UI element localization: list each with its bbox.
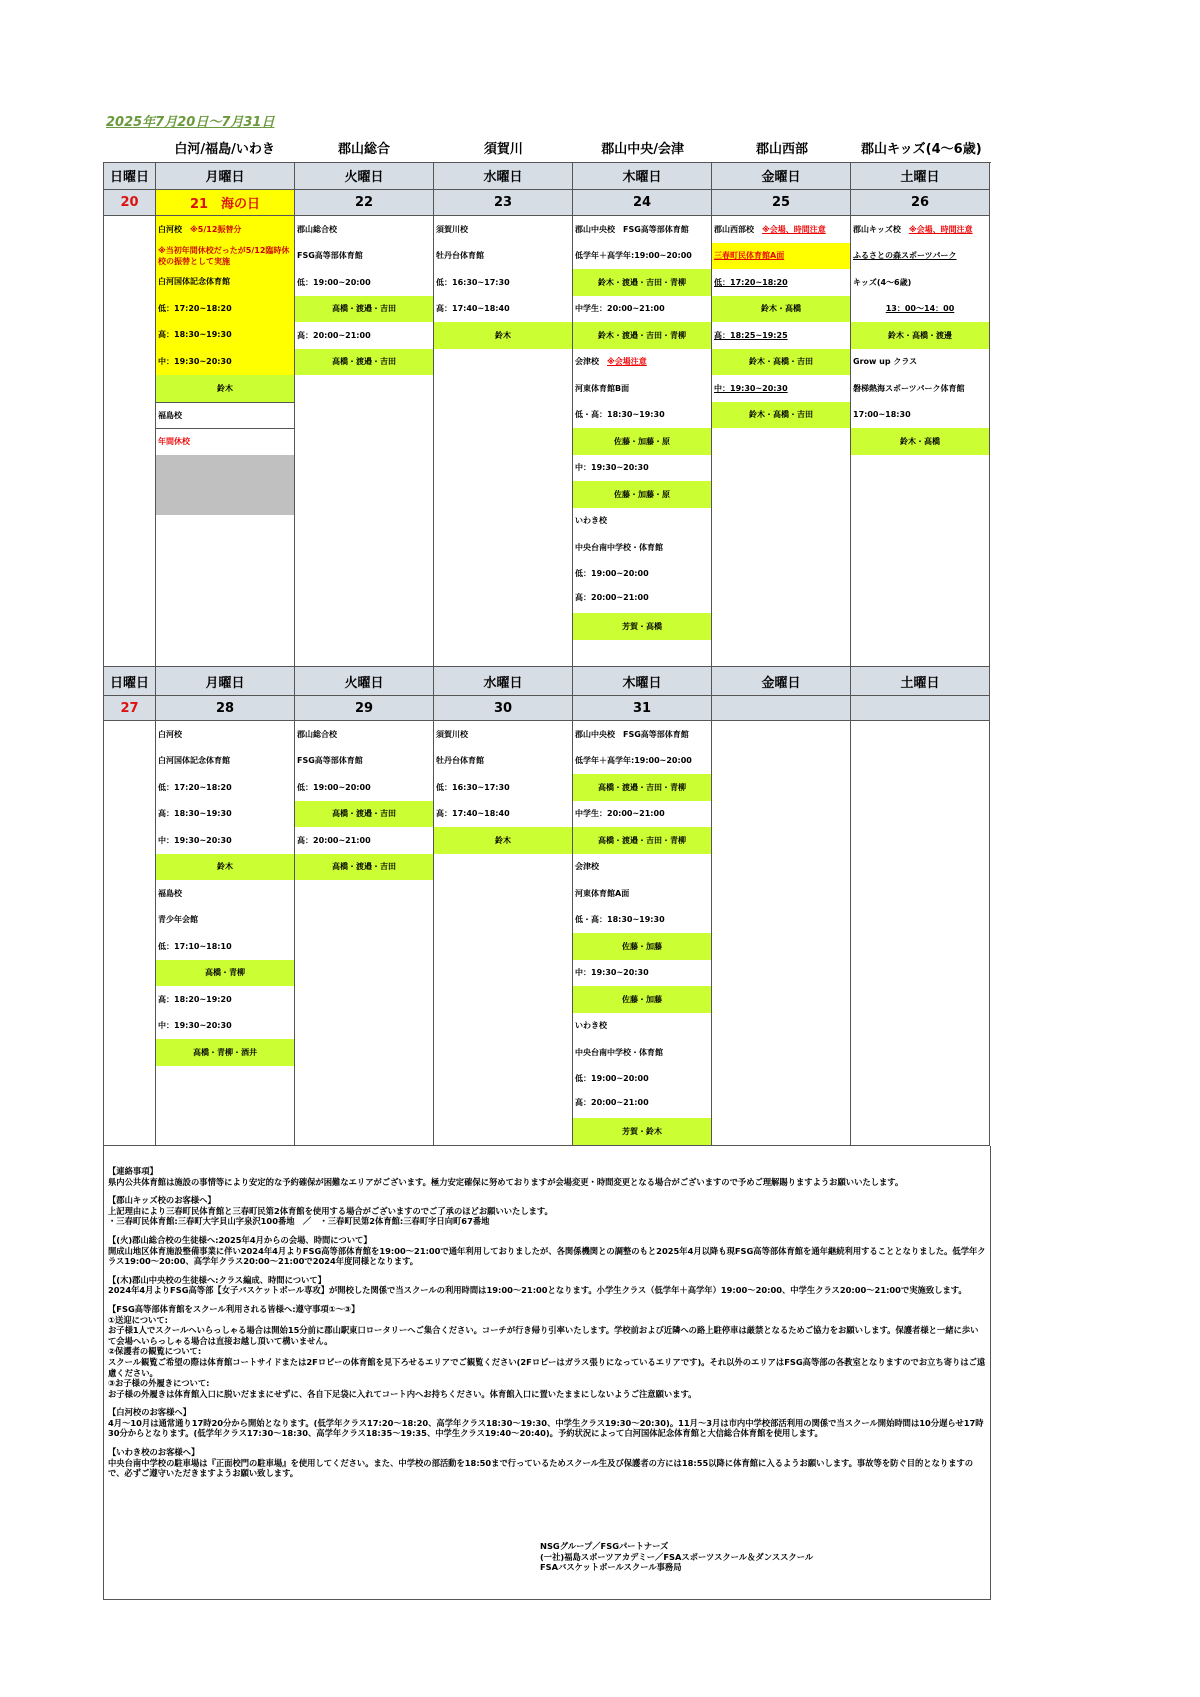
weekday-header: 日曜日 xyxy=(104,667,156,696)
coach-cell: 鈴木・渡邉・吉田・青柳 xyxy=(573,269,711,296)
time-slot: 低：16:30~17:30 xyxy=(436,277,510,287)
time-slot: 低：19:00~20:00 xyxy=(575,1074,649,1084)
coach-cell: 高橋・青柳 xyxy=(156,960,294,987)
note-block xyxy=(108,1304,986,1399)
time-slot: 高：20:00~21:00 xyxy=(575,1097,649,1107)
coach-cell: 高橋・渡邉・吉田 xyxy=(295,296,433,323)
note-block xyxy=(108,1166,986,1187)
school-label: 郡山総合 xyxy=(337,142,390,157)
time-slot: 低：19:00~20:00 xyxy=(297,277,371,287)
venue: ふるさとの森スポーツパーク xyxy=(853,251,957,261)
school-label: 郡山西部 xyxy=(755,142,808,157)
coach-cell: 高橋・渡邉・吉田 xyxy=(295,801,433,828)
venue: 三春町民体育館A面 xyxy=(712,243,850,270)
school-label: 郡山中央/会津 xyxy=(601,142,685,157)
note-heading: 【FSG高等部体育館をスクール利用される皆様へ:遵守事項①～③】 xyxy=(108,1303,360,1314)
time-slot: 高：17:40~18:40 xyxy=(436,304,510,314)
note-text: お子様1人でスクールへいらっしゃる場合は開始15分前に郡山駅東口ロータリーへご集合ください。コーチが行き帰り引率いたします。学校前および近隣への路上駐停車は厳禁となるためご協力をお願いします。保護者様と一緒に歩いて会場へいらっしゃる場合は直接お越し頂いて構いません。 xyxy=(108,1325,979,1346)
date-cell: 24 xyxy=(573,190,712,217)
note-heading: 【郡山キッズ校のお客様へ】 xyxy=(108,1195,216,1206)
time-slot: 高：20:00~21:00 xyxy=(297,835,371,845)
coach-cell: 鈴木 xyxy=(434,322,572,349)
note-text: ①送迎について: xyxy=(108,1314,168,1325)
school-name: 会津校 xyxy=(575,357,607,367)
weekday-header: 水曜日 xyxy=(434,667,573,696)
note-block xyxy=(108,1407,986,1439)
note-block xyxy=(108,1235,986,1267)
coach-cell: 高橋・渡邉・吉田 xyxy=(295,349,433,376)
weekday-header: 月曜日 xyxy=(156,163,295,190)
class-name: キッズ(4～6歳) xyxy=(853,277,912,287)
monday-column xyxy=(156,216,295,667)
coach-cell: 鈴木・高橋・渡邊 xyxy=(851,322,989,349)
note-text: スクール観覧ご希望の際は体育館コートサイドまたは2Fロビーの体育館を見下ろせるエリアでご観覧ください(2Fロビーはガラス張りになっているエリアです)。それ以外のエリアはFSG高等部の各教室となりますのでお立ち寄りはご遠慮ください。 xyxy=(108,1356,986,1378)
date-cell: 30 xyxy=(434,696,573,721)
weekday-header: 木曜日 xyxy=(573,667,712,696)
venue: 中央台南中学校・体育館 xyxy=(575,542,663,552)
coach-cell: 佐藤・加藤・原 xyxy=(573,428,711,455)
coach-cell: 鈴木・渡邉・吉田・青柳 xyxy=(573,322,711,349)
time-slot: 中学生：20:00~21:00 xyxy=(575,809,665,819)
school-name: 郡山キッズ校 xyxy=(853,224,909,234)
note-text: 中央台南中学校の駐車場は『正面校門の駐車場』を使用してください。また、中学校の部活動を18:50まで行っているためスクール生及び保護者の方には18:55以降に体育館に入るようお願いします。事故等を防ぐ目的となりますので、必ずご遵守いただきますようお願い致します。 xyxy=(108,1457,974,1479)
venue: FSG高等部体育館 xyxy=(297,251,363,261)
time-slot: 高：20:00~21:00 xyxy=(297,330,371,340)
time-slot: 高：20:00~21:00 xyxy=(575,592,649,602)
time-slot: 高：18:25~19:25 xyxy=(714,330,788,340)
time-slot: 低学年＋高学年:19:00~20:00 xyxy=(575,251,692,261)
time-slot: 高：18:30~19:30 xyxy=(158,809,232,819)
notes-section xyxy=(103,1146,991,1600)
week1-body xyxy=(103,216,991,667)
saturday-column xyxy=(851,721,990,1146)
note-block xyxy=(108,1195,986,1227)
wednesday-column xyxy=(434,216,573,667)
note-block xyxy=(108,1275,986,1296)
signature-line: FSAバスケットボールスクール事務局 xyxy=(540,1562,682,1573)
school-label xyxy=(103,138,155,157)
time-slot: 中：19:30~20:30 xyxy=(575,968,649,978)
note-heading: 【連絡事項】 xyxy=(108,1166,158,1176)
time-slot: 中：19:30~20:30 xyxy=(575,463,649,473)
note-text: 開成山地区体育施設整備事業に伴い2024年4月よりFSG高等部体育館を19:00～21:00で通年利用しておりましたが、各関係機関との調整のもと2025年4月以降も現FSG高等部体育館を通年継続利用することとなりました。低学年クラス19:00～20:00、高学年クラス20:00～21:00で2024年度同様となります。 xyxy=(108,1245,986,1267)
monday-column xyxy=(156,721,295,1146)
note-heading: 【白河校のお客様へ】 xyxy=(108,1407,191,1418)
coach-cell: 鈴木・高橋・吉田 xyxy=(712,349,850,376)
weekday-header: 土曜日 xyxy=(851,667,990,696)
coach-cell: 高橋・渡邉・吉田・青柳 xyxy=(573,774,711,801)
note-block xyxy=(108,1447,986,1479)
coach-cell: 芳賀・高橋 xyxy=(573,613,711,640)
time-slot: 低・高：18:30~19:30 xyxy=(575,410,665,420)
thursday-column xyxy=(573,721,712,1146)
sunday-column xyxy=(104,721,156,1146)
closed-note: 年間休校 xyxy=(156,428,294,455)
note-text: ・三春町民体育館:三春町大字貝山字泉沢100番地 ／ ・三春町民第2体育館:三春町字日向町67番地 xyxy=(108,1216,490,1227)
time-slot: 低：17:20~18:20 xyxy=(714,277,788,287)
coach-cell: 高橋・渡邉・吉田・青柳 xyxy=(573,827,711,854)
time-slot: 低：19:00~20:00 xyxy=(575,569,649,579)
time-slot: 中：19:30~20:30 xyxy=(158,1021,232,1031)
coach-cell: 芳賀・鈴木 xyxy=(573,1118,711,1145)
venue: 河東体育館B面 xyxy=(575,383,630,393)
weekday-header: 金曜日 xyxy=(712,163,851,190)
venue: 牡丹台体育館 xyxy=(436,251,484,261)
saturday-column xyxy=(851,216,990,667)
time-slot: 高：18:30~19:30 xyxy=(158,330,232,340)
school-name: 郡山総合校 xyxy=(297,729,337,739)
venue: 河東体育館A面 xyxy=(575,888,630,898)
school-name: 郡山中央校 FSG高等部体育館 xyxy=(575,729,689,739)
coach-cell: 佐藤・加藤 xyxy=(573,933,711,960)
date-cell: 26 xyxy=(851,190,990,217)
page-title: 2025年7月20日～7月31日 xyxy=(106,115,275,130)
week2-header xyxy=(103,667,991,721)
friday-column xyxy=(712,216,851,667)
shirakawa-block xyxy=(156,216,294,375)
date-cell xyxy=(712,696,851,721)
school-name: 白河校 xyxy=(158,224,190,234)
weekday-header: 火曜日 xyxy=(295,163,434,190)
school-header-row xyxy=(103,138,991,157)
coach-cell: 鈴木・高橋 xyxy=(712,296,850,323)
time-slot: 低：17:10~18:10 xyxy=(158,941,232,951)
date-cell: 31 xyxy=(573,696,712,721)
date-cell: 22 xyxy=(295,190,434,217)
note-heading: 【(火)郡山総合校の生徒様へ:2025年4月からの会場、時間について】 xyxy=(108,1234,372,1245)
date-cell: 29 xyxy=(295,696,434,721)
note-text: ※5/12振替分 xyxy=(190,224,242,234)
friday-column xyxy=(712,721,851,1146)
date-cell: 25 xyxy=(712,190,851,217)
coach-cell: 鈴木・高橋 xyxy=(851,428,989,455)
closed-shade xyxy=(156,455,294,515)
school-name: 郡山総合校 xyxy=(297,224,337,234)
weekday-header: 火曜日 xyxy=(295,667,434,696)
venue: 磐梯熱海スポーツパーク体育館 xyxy=(853,383,965,393)
school-label: 郡山キッズ(4～6歳) xyxy=(860,142,982,157)
school-name: 郡山西部校 xyxy=(714,224,762,234)
signature-line: NSGグループ／FSGパートナーズ xyxy=(540,1541,669,1551)
school-name: 郡山中央校 FSG高等部体育館 xyxy=(575,224,689,234)
note-text: 県内公共体育館は施設の事情等により安定的な予約確保が困難なエリアがございます。極力安定確保に努めておりますが会場変更・時間変更となる場合がございますので予めご理解賜りますようお願いいたします。 xyxy=(108,1176,904,1187)
tuesday-column xyxy=(295,216,434,667)
time-slot: 中：19:30~20:30 xyxy=(158,356,232,366)
school-name: 会津校 xyxy=(575,862,599,872)
time-slot: 17:00~18:30 xyxy=(853,410,911,420)
venue-warning: ※会場注意 xyxy=(607,357,647,367)
coach-cell: 鈴木 xyxy=(156,375,294,402)
time-slot: 低学年＋高学年:19:00~20:00 xyxy=(575,756,692,766)
note-text: ③お子様の外履きについて: xyxy=(108,1378,210,1389)
note-text: 上記理由により三春町民体育館と三春町民第2体育館を使用する場合がございますのでご了承のほどお願いいたします。 xyxy=(108,1205,553,1216)
time-slot: 低：16:30~17:30 xyxy=(436,782,510,792)
thursday-column xyxy=(573,216,712,667)
school-name: 福島校 xyxy=(158,888,182,898)
coach-cell: 鈴木・高橋・吉田 xyxy=(712,402,850,429)
week1-header xyxy=(103,162,991,216)
note-text: ②保護者の観覧について: xyxy=(108,1346,202,1357)
weekday-header: 日曜日 xyxy=(104,163,156,190)
school-name: 須賀川校 xyxy=(436,224,468,234)
tuesday-column xyxy=(295,721,434,1146)
wednesday-column xyxy=(434,721,573,1146)
school-name: いわき校 xyxy=(575,1021,607,1031)
note-text: 4月～10月は通常通り17時20分から開始となります。(低学年クラス17:20～18:20、高学年クラス18:30～19:30、中学生クラス19:30～20:30)。11月～3月は市内中学校部活利用の関係で当スクール開始時間は10分遅らせ17時30分からとなります。(低学年クラス17:30～18:30、高学年クラス18:35～19:35、中学生クラス19:40～20:40)。予約状況によって白河国体記念体育館と大信総合体育館を使用します。 xyxy=(108,1417,984,1439)
coach-cell: 高橋・青柳・酒井 xyxy=(156,1039,294,1066)
note-heading: 【(木)郡山中央校の生徒様へ:クラス編成、時間について】 xyxy=(108,1274,326,1285)
coach-cell: 鈴木 xyxy=(156,854,294,881)
time-slot: 中：19:30~20:30 xyxy=(158,835,232,845)
date-cell: 21 海の日 xyxy=(156,190,295,217)
school-label: 須賀川 xyxy=(483,142,523,157)
venue: 牡丹台体育館 xyxy=(436,756,484,766)
weekday-header: 金曜日 xyxy=(712,667,851,696)
date-cell: 28 xyxy=(156,696,295,721)
venue-warning: ※会場、時間注意 xyxy=(762,224,826,234)
time-slot: 中学生：20:00~21:00 xyxy=(575,304,665,314)
venue: FSG高等部体育館 xyxy=(297,756,363,766)
date-cell: 23 xyxy=(434,190,573,217)
week2-body xyxy=(103,721,991,1146)
signature xyxy=(540,1541,813,1573)
date-cell: 27 xyxy=(104,696,156,721)
date-cell xyxy=(851,696,990,721)
venue: 白河国体記念体育館 xyxy=(158,756,230,766)
school-name: 須賀川校 xyxy=(436,729,468,739)
venue: 青少年会館 xyxy=(158,915,198,925)
time-slot: 低：17:20~18:20 xyxy=(158,782,232,792)
signature-line: (一社)福島スポーツアカデミー／FSAスポーツスクール＆ダンススクール xyxy=(540,1551,814,1562)
time-slot: 低：17:20~18:20 xyxy=(158,303,232,313)
coach-cell: 佐藤・加藤 xyxy=(573,986,711,1013)
time-slot: 低・高：18:30~19:30 xyxy=(575,915,665,925)
weekday-header: 木曜日 xyxy=(573,163,712,190)
weekday-header: 土曜日 xyxy=(851,163,990,190)
date-cell: 20 xyxy=(104,190,156,217)
time-slot: 低：19:00~20:00 xyxy=(297,782,371,792)
note-text: 2024年4月よりFSG高等部【女子バスケットボール専攻】が開校した関係で当スクールの利用時間は19:00～21:00となります。小学生クラス（低学年＋高学年）19:00～20:00、中学生クラス20:00～21:00で実施致します。 xyxy=(108,1285,967,1296)
venue: 中央台南中学校・体育館 xyxy=(575,1047,663,1057)
weekday-header: 水曜日 xyxy=(434,163,573,190)
coach-cell: 高橋・渡邉・吉田 xyxy=(295,854,433,881)
time-slot: 高：18:20~19:20 xyxy=(158,994,232,1004)
time-slot: 13：00～14：00 xyxy=(885,304,955,314)
school-name: 白河校 xyxy=(158,729,182,739)
time-slot: 高：17:40~18:40 xyxy=(436,809,510,819)
venue-warning: ※会場、時間注意 xyxy=(908,224,973,234)
sunday-column xyxy=(104,216,156,667)
class-name: Grow up クラス xyxy=(853,357,918,367)
coach-cell: 鈴木 xyxy=(434,827,572,854)
coach-cell: 佐藤・加藤・原 xyxy=(573,481,711,508)
weekday-header: 月曜日 xyxy=(156,667,295,696)
school-name: 福島校 xyxy=(156,402,294,429)
time-slot: 中：19:30~20:30 xyxy=(714,383,788,393)
note-text: お子様の外履きは体育館入口に脱いだままにせずに、各自下足袋に入れてコート内へお持ちください。体育館入口に置いたままにしないようご注意願います。 xyxy=(108,1388,697,1399)
school-label: 白河/福島/いわき xyxy=(174,142,275,157)
note-heading: 【いわき校のお客様へ】 xyxy=(108,1447,200,1458)
venue: 白河国体記念体育館 xyxy=(158,277,230,287)
note-text: ※当初年間休校だったが5/12臨時休校の振替として実施 xyxy=(158,245,290,266)
school-name: いわき校 xyxy=(575,516,607,526)
